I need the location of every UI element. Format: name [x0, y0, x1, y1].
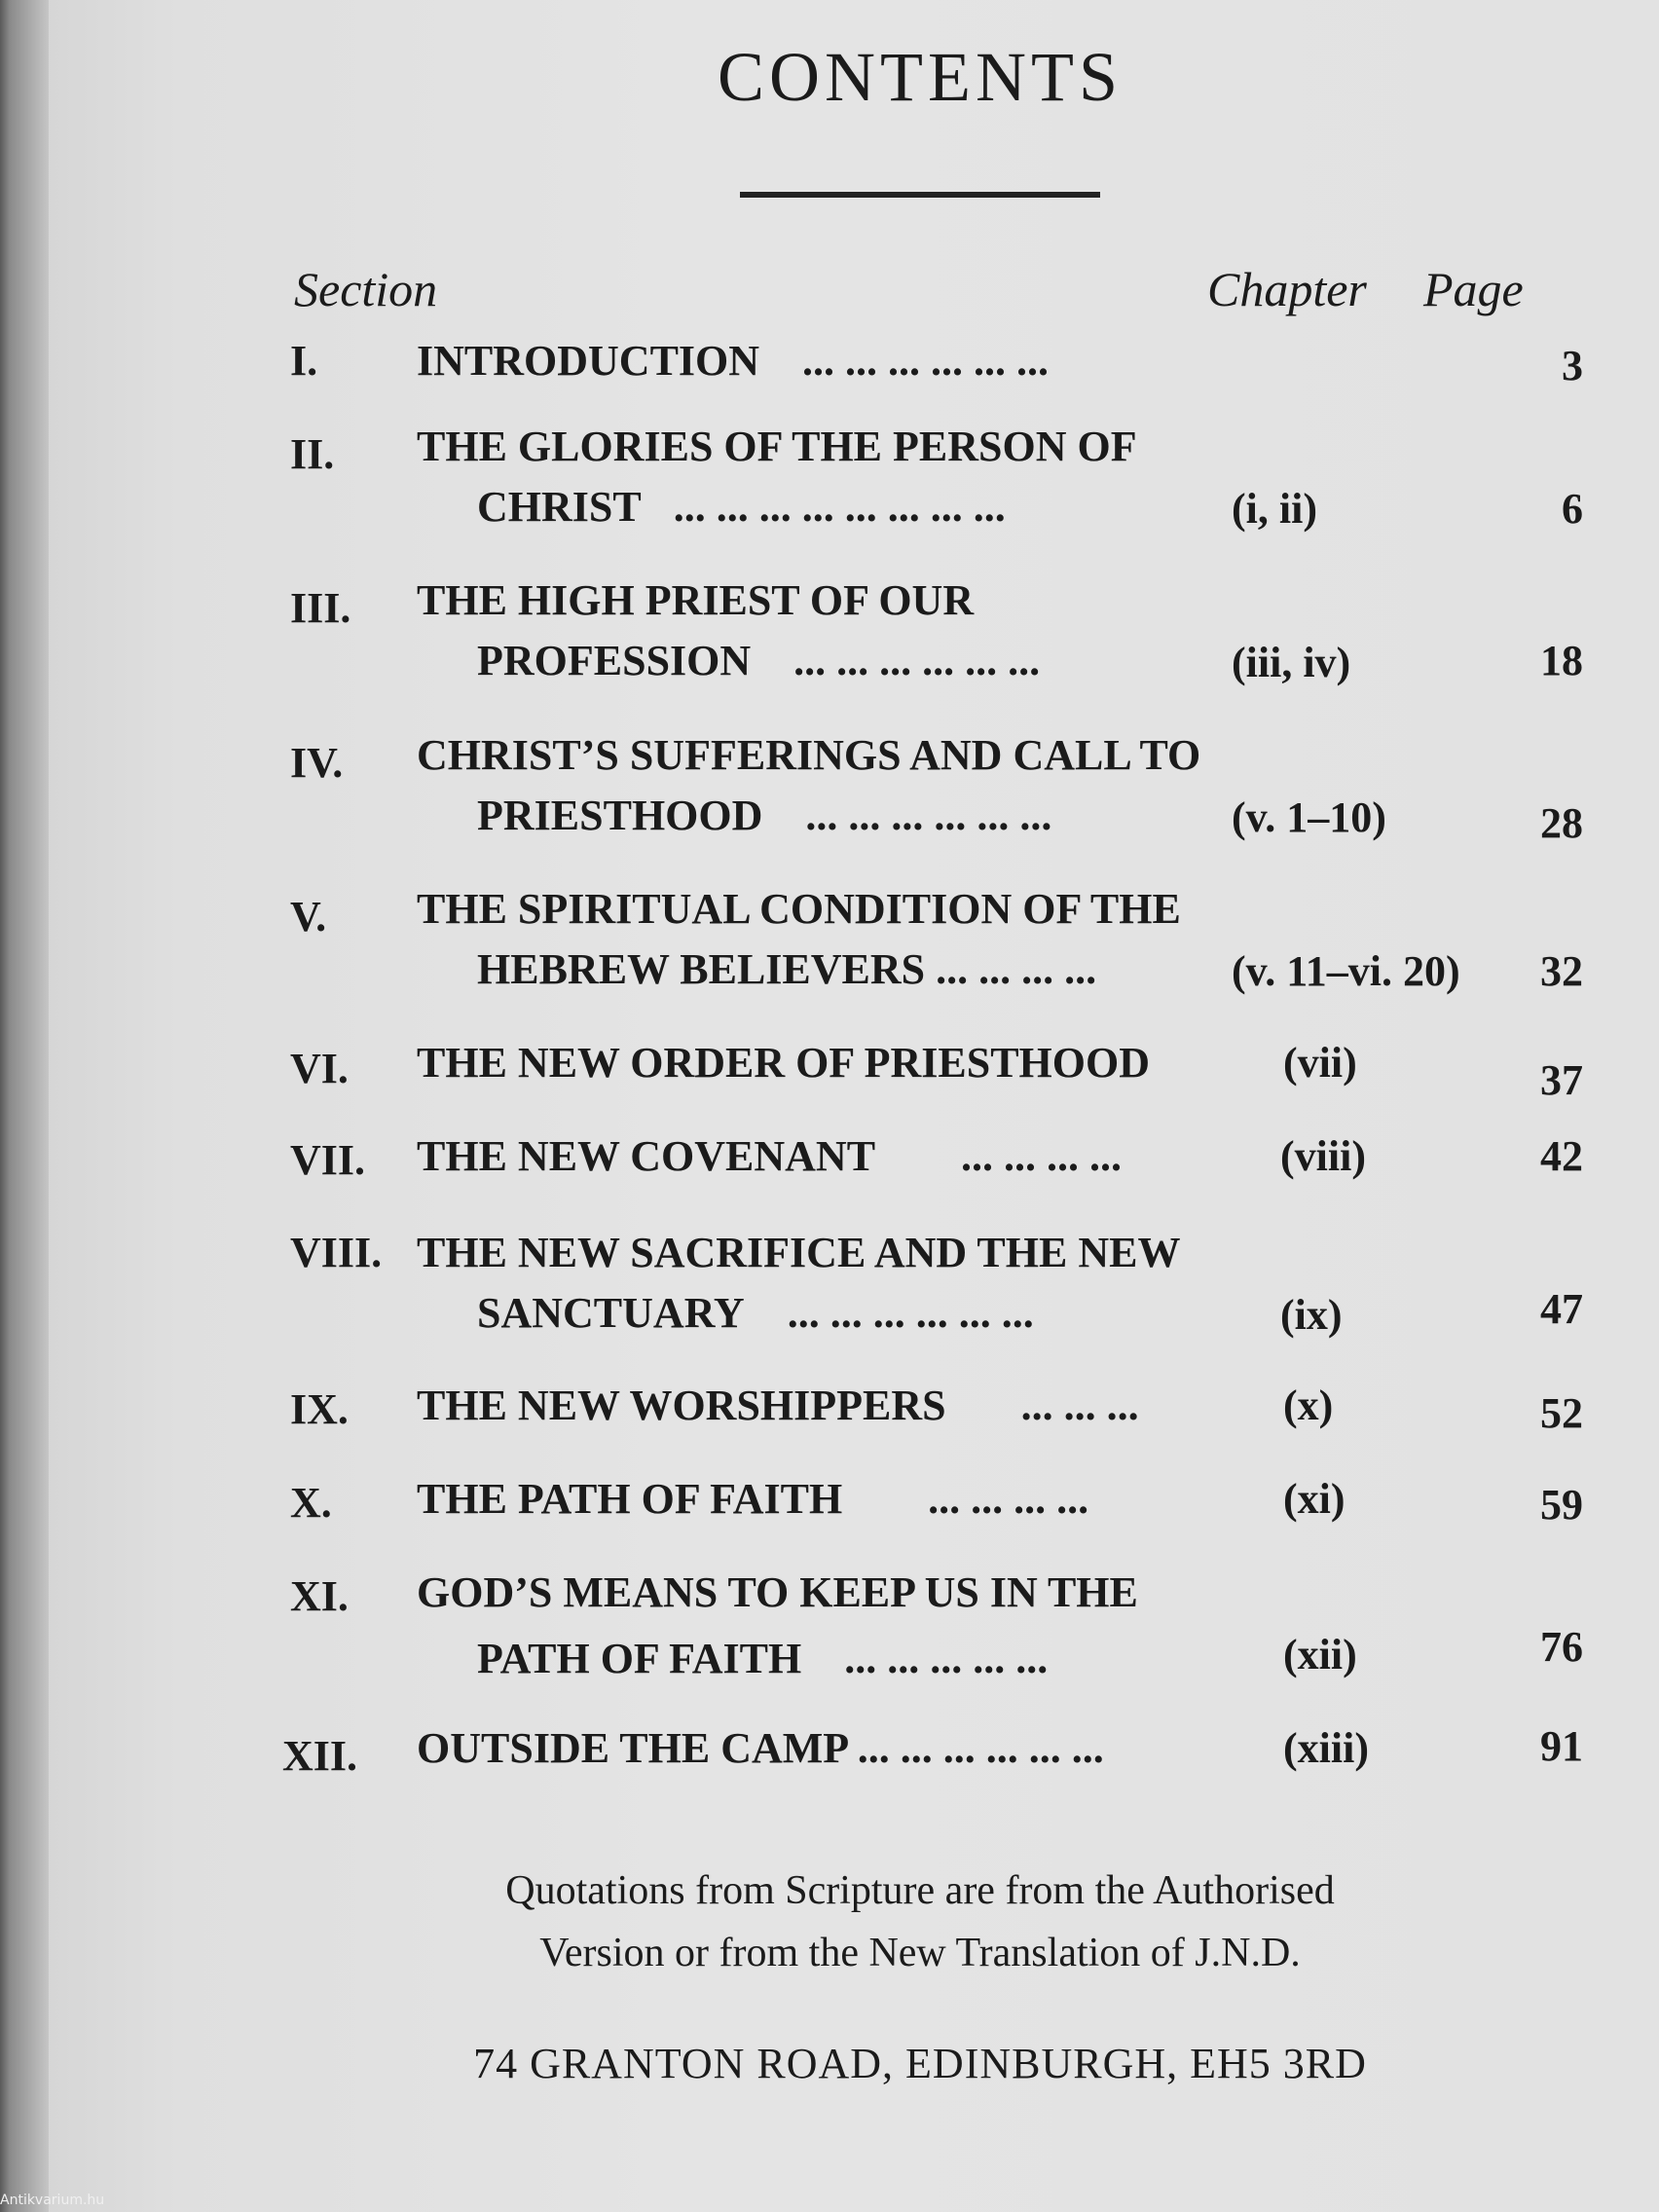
section-title: THE NEW SACRIFICE AND THE NEW — [417, 1229, 1181, 1276]
section-title: THE HIGH PRIEST OF OUR — [417, 576, 975, 624]
section-number: VIII. — [290, 1229, 383, 1276]
chapter-ref: (iii, iv) — [1232, 639, 1351, 686]
section-number: IV. — [290, 739, 344, 787]
watermark: Antikvarium.hu — [0, 2193, 105, 2208]
chapter-ref: (v. 1–10) — [1232, 793, 1386, 841]
section-title-continued: PROFESSION — [477, 637, 752, 684]
section-title: INTRODUCTION — [417, 337, 760, 385]
section-title: THE NEW COVENANT — [417, 1132, 876, 1180]
leader-dots: ... ... ... — [1020, 1382, 1139, 1429]
section-number: XI. — [290, 1572, 349, 1620]
page-number: 32 — [1540, 947, 1583, 995]
chapter-ref: (xi) — [1283, 1475, 1346, 1523]
page-number: 28 — [1540, 799, 1583, 847]
header-chapter: Chapter — [1207, 262, 1367, 316]
page-number: 47 — [1540, 1285, 1583, 1333]
scripture-note-line-1: Quotations from Scripture are from the Authorised — [505, 1868, 1335, 1913]
title-rule — [740, 192, 1100, 198]
section-number: XII. — [282, 1732, 358, 1780]
page-number: 76 — [1540, 1623, 1583, 1671]
chapter-ref: (v. 11–vi. 20) — [1232, 947, 1460, 995]
section-title: OUTSIDE THE CAMP — [417, 1724, 847, 1772]
section-title: THE GLORIES OF THE PERSON OF — [417, 423, 1137, 470]
chapter-ref: (ix) — [1280, 1291, 1343, 1339]
leader-dots: ... ... ... ... ... ... — [805, 792, 1052, 839]
section-title: THE NEW ORDER OF PRIESTHOOD — [417, 1039, 1151, 1087]
section-title-continued: HEBREW BELIEVERS — [477, 945, 926, 993]
section-title-continued: SANCTUARY — [477, 1289, 745, 1337]
book-spine-shadow — [0, 0, 49, 2212]
leader-dots: ... ... ... ... ... — [844, 1635, 1049, 1682]
scripture-note — [49, 1860, 1659, 1984]
section-number: X. — [290, 1479, 332, 1527]
publisher-address: 74 GRANTON ROAD, EDINBURGH, EH5 3RD — [473, 2040, 1367, 2087]
page-number: 42 — [1540, 1132, 1583, 1180]
chapter-ref: (i, ii) — [1232, 485, 1317, 533]
section-title: THE NEW WORSHIPPERS — [417, 1382, 946, 1429]
section-number: VII. — [290, 1136, 366, 1184]
leader-dots: ... ... ... ... ... ... ... ... — [673, 483, 1006, 531]
chapter-ref: (viii) — [1280, 1132, 1366, 1180]
leader-dots: ... ... ... ... — [928, 1475, 1089, 1523]
section-title: GOD’S MEANS TO KEEP US IN THE — [417, 1568, 1138, 1616]
page-title: CONTENTS — [718, 38, 1123, 116]
leader-dots: ... ... ... ... — [961, 1132, 1123, 1180]
page-number: 52 — [1540, 1389, 1583, 1437]
section-number: IX. — [290, 1385, 349, 1433]
section-number: VI. — [290, 1045, 349, 1092]
section-number: V. — [290, 893, 327, 940]
contents-page — [49, 0, 1659, 2212]
leader-dots: ... ... ... ... ... ... — [857, 1724, 1104, 1772]
scripture-note-line-2: Version or from the New Translation of J.N.D. — [539, 1931, 1301, 1975]
section-title: THE PATH OF FAITH — [417, 1475, 843, 1523]
header-section: Section — [294, 262, 438, 316]
chapter-ref: (xiii) — [1283, 1724, 1369, 1772]
page-number: 59 — [1540, 1481, 1583, 1529]
section-title: CHRIST’S SUFFERINGS AND CALL TO — [417, 731, 1201, 779]
leader-dots: ... ... ... ... ... ... — [802, 337, 1050, 385]
chapter-ref: (vii) — [1283, 1039, 1357, 1087]
leader-dots: ... ... ... ... ... ... — [787, 1289, 1034, 1337]
section-number: III. — [290, 584, 351, 632]
page-number: 91 — [1540, 1722, 1583, 1770]
section-number: II. — [290, 430, 335, 478]
page-number: 18 — [1540, 637, 1583, 684]
section-title: THE SPIRITUAL CONDITION OF THE — [417, 885, 1181, 933]
section-number: I. — [290, 337, 318, 385]
leader-dots: ... ... ... ... ... ... — [793, 637, 1041, 684]
header-page: Page — [1423, 262, 1524, 316]
leader-dots: ... ... ... ... — [936, 945, 1097, 993]
section-title-continued: PRIESTHOOD — [477, 792, 763, 839]
chapter-ref: (x) — [1283, 1382, 1334, 1429]
chapter-ref: (xii) — [1283, 1631, 1357, 1678]
page-number: 3 — [1562, 342, 1583, 389]
section-title-continued: PATH OF FAITH — [477, 1635, 802, 1682]
page-number: 37 — [1540, 1056, 1583, 1104]
section-title-continued: CHRIST — [477, 483, 642, 531]
page-number: 6 — [1562, 485, 1583, 533]
